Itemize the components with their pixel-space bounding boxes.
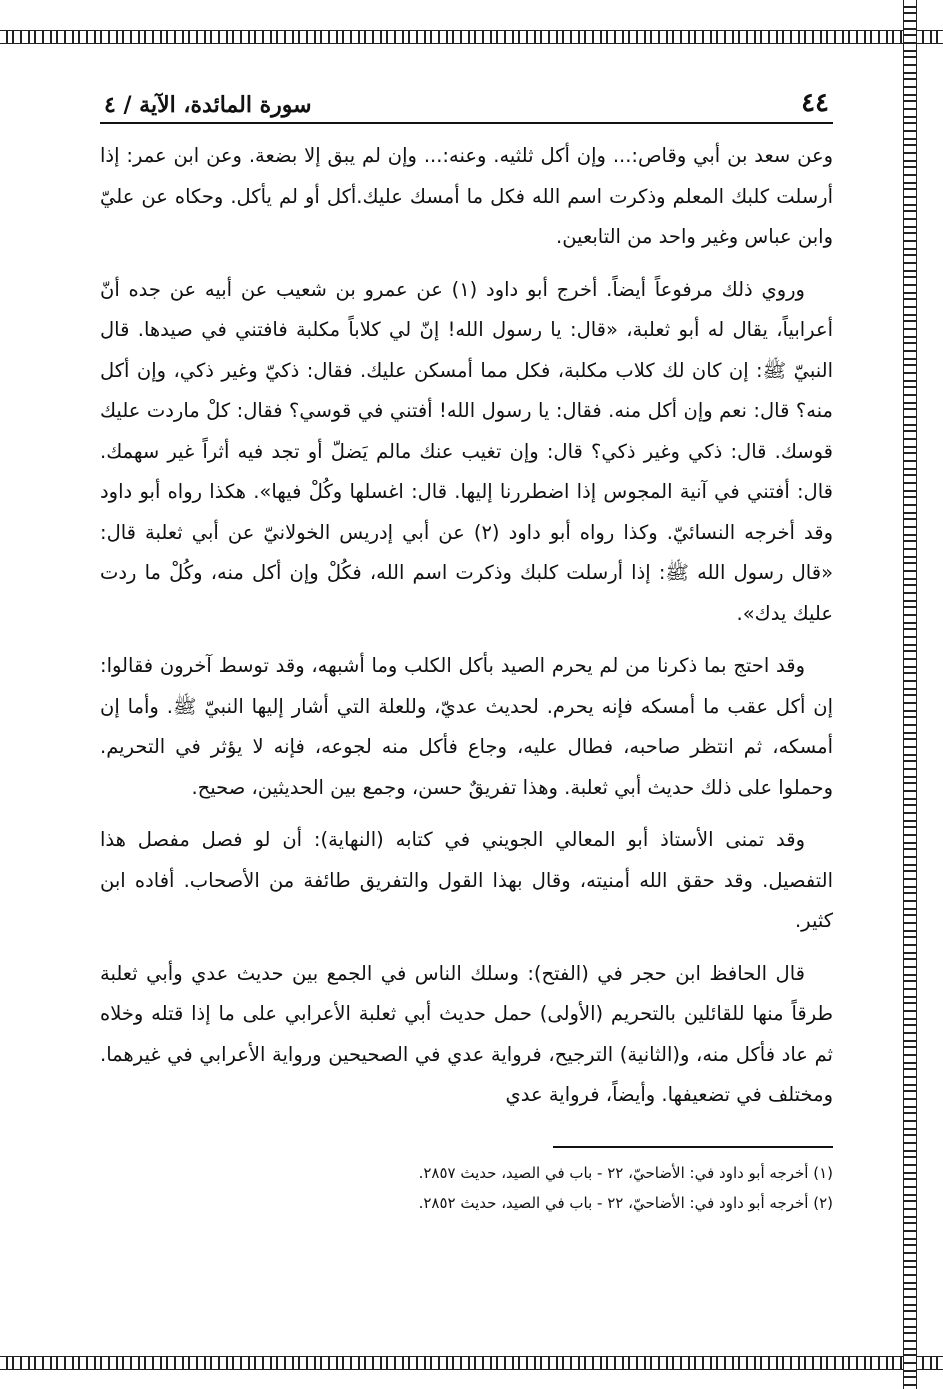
paragraph: وقد احتج بما ذكرنا من لم يحرم الصيد بأكل الكلب وما أشبهه، وقد توسط آخرون فقالوا: إن أكل عقب ما أمسكه فإنه يحرم. لحديث عديّ، وللعلة التي أشار إليها النبيّ ﷺ. وأما إن أمسكه، ثم انتظر صاحبه، فطال عليه، وجاع فأكل منه لجوعه، فإنه لا يؤثر في التحريم. وحملوا على ذلك حديث أبي ثعلبة. وهذا تفريقٌ حسن، وجمع بين الحديثين، صحيح. xyxy=(100,654,833,799)
paragraph: قال الحافظ ابن حجر في (الفتح): وسلك الناس في الجمع بين حديث عدي وأبي ثعلبة طرقاً منها للقائلين بالتحريم (الأولى) حمل حديث أبي ثعلبة الأعرابي على ما إذا قتله وخلاه ثم عاد فأكل منه، و(الثانية) الترجيح، فرواية عدي في الصحيحين ورواية الأعرابي في غيرهما. ومختلف في تضعيفها. وأيضاً، فرواية عدي xyxy=(100,961,833,1106)
page-border-right xyxy=(903,0,917,1389)
footnotes xyxy=(100,1158,833,1218)
footnote: (١) أخرجه أبو داود في: الأضاحيّ، ٢٢ - باب في الصيد، حديث ٢٨٥٧. xyxy=(418,1163,833,1182)
page-number: ٤٤ xyxy=(801,88,829,118)
paragraph: وروي ذلك مرفوعاً أيضاً. أخرج أبو داود (١) عن عمرو بن شعيب عن أبيه عن جده أنّ أعرابياً، يقال له أبو ثعلبة، «قال: يا رسول الله! إنّ لي كلاباً مكلبة فافتني في صيدها. قال النبيّ ﷺ: إن كان لك كلاب مكلبة، فكل مما أمسكن عليك. فقال: ذكيّ وغير ذكي، وإن أكل منه؟ قال: نعم وإن أكل منه. فقال: يا رسول الله! أفتني في قوسي؟ فقال: كلْ ماردت عليك قوسك. قال: ذكي وغير ذكي؟ قال: وإن تغيب عنك مالم يَضلّ أو تجد فيه أثراً غير سهمك. قال: أفتني في آنية المجوس إذا اضطررنا إليها. قال: اغسلها وكُلْ فيها». هكذا رواه أبو داود وقد أخرجه النسائيّ. وكذا رواه أبو داود (٢) عن أبي إدريس الخولانيّ عن أبي ثعلبة قال: «قال رسول الله ﷺ: إذا أرسلت كلبك وذكرت اسم الله، فكُلْ وإن أكل منه، وكُلْ ما ردت عليك يدك». xyxy=(100,277,833,625)
page-border-bottom xyxy=(0,1356,943,1370)
paragraph: وقد تمنى الأستاذ أبو المعالي الجويني في كتابه (النهاية): أن لو فصل مفصل هذا التفصيل. وقد حقق الله أمنيته، وقال بهذا القول والتفريق طائفة من الأصحاب. أفاده ابن كثير. xyxy=(100,828,833,932)
paragraph: وعن سعد بن أبي وقاص:... وإن أكل ثلثيه. وعنه:... وإن لم يبق إلا بضعة. وعن ابن عمر: إذا أرسلت كلبك المعلم وذكرت اسم الله فكل ما أمسك عليك.أكل أو لم يأكل. وحكاه عن عليّ وابن عباس وغير واحد من التابعين. xyxy=(100,144,833,248)
footnote-divider xyxy=(553,1146,833,1148)
page-border-top xyxy=(0,30,943,44)
footnote: (٢) أخرجه أبو داود في: الأضاحيّ، ٢٢ - باب في الصيد، حديث ٢٨٥٢. xyxy=(418,1193,833,1212)
running-title: سورة المائدة، الآية / ٤ xyxy=(104,92,312,118)
book-page xyxy=(100,78,833,1218)
main-text xyxy=(100,136,833,1116)
running-header xyxy=(100,78,833,124)
